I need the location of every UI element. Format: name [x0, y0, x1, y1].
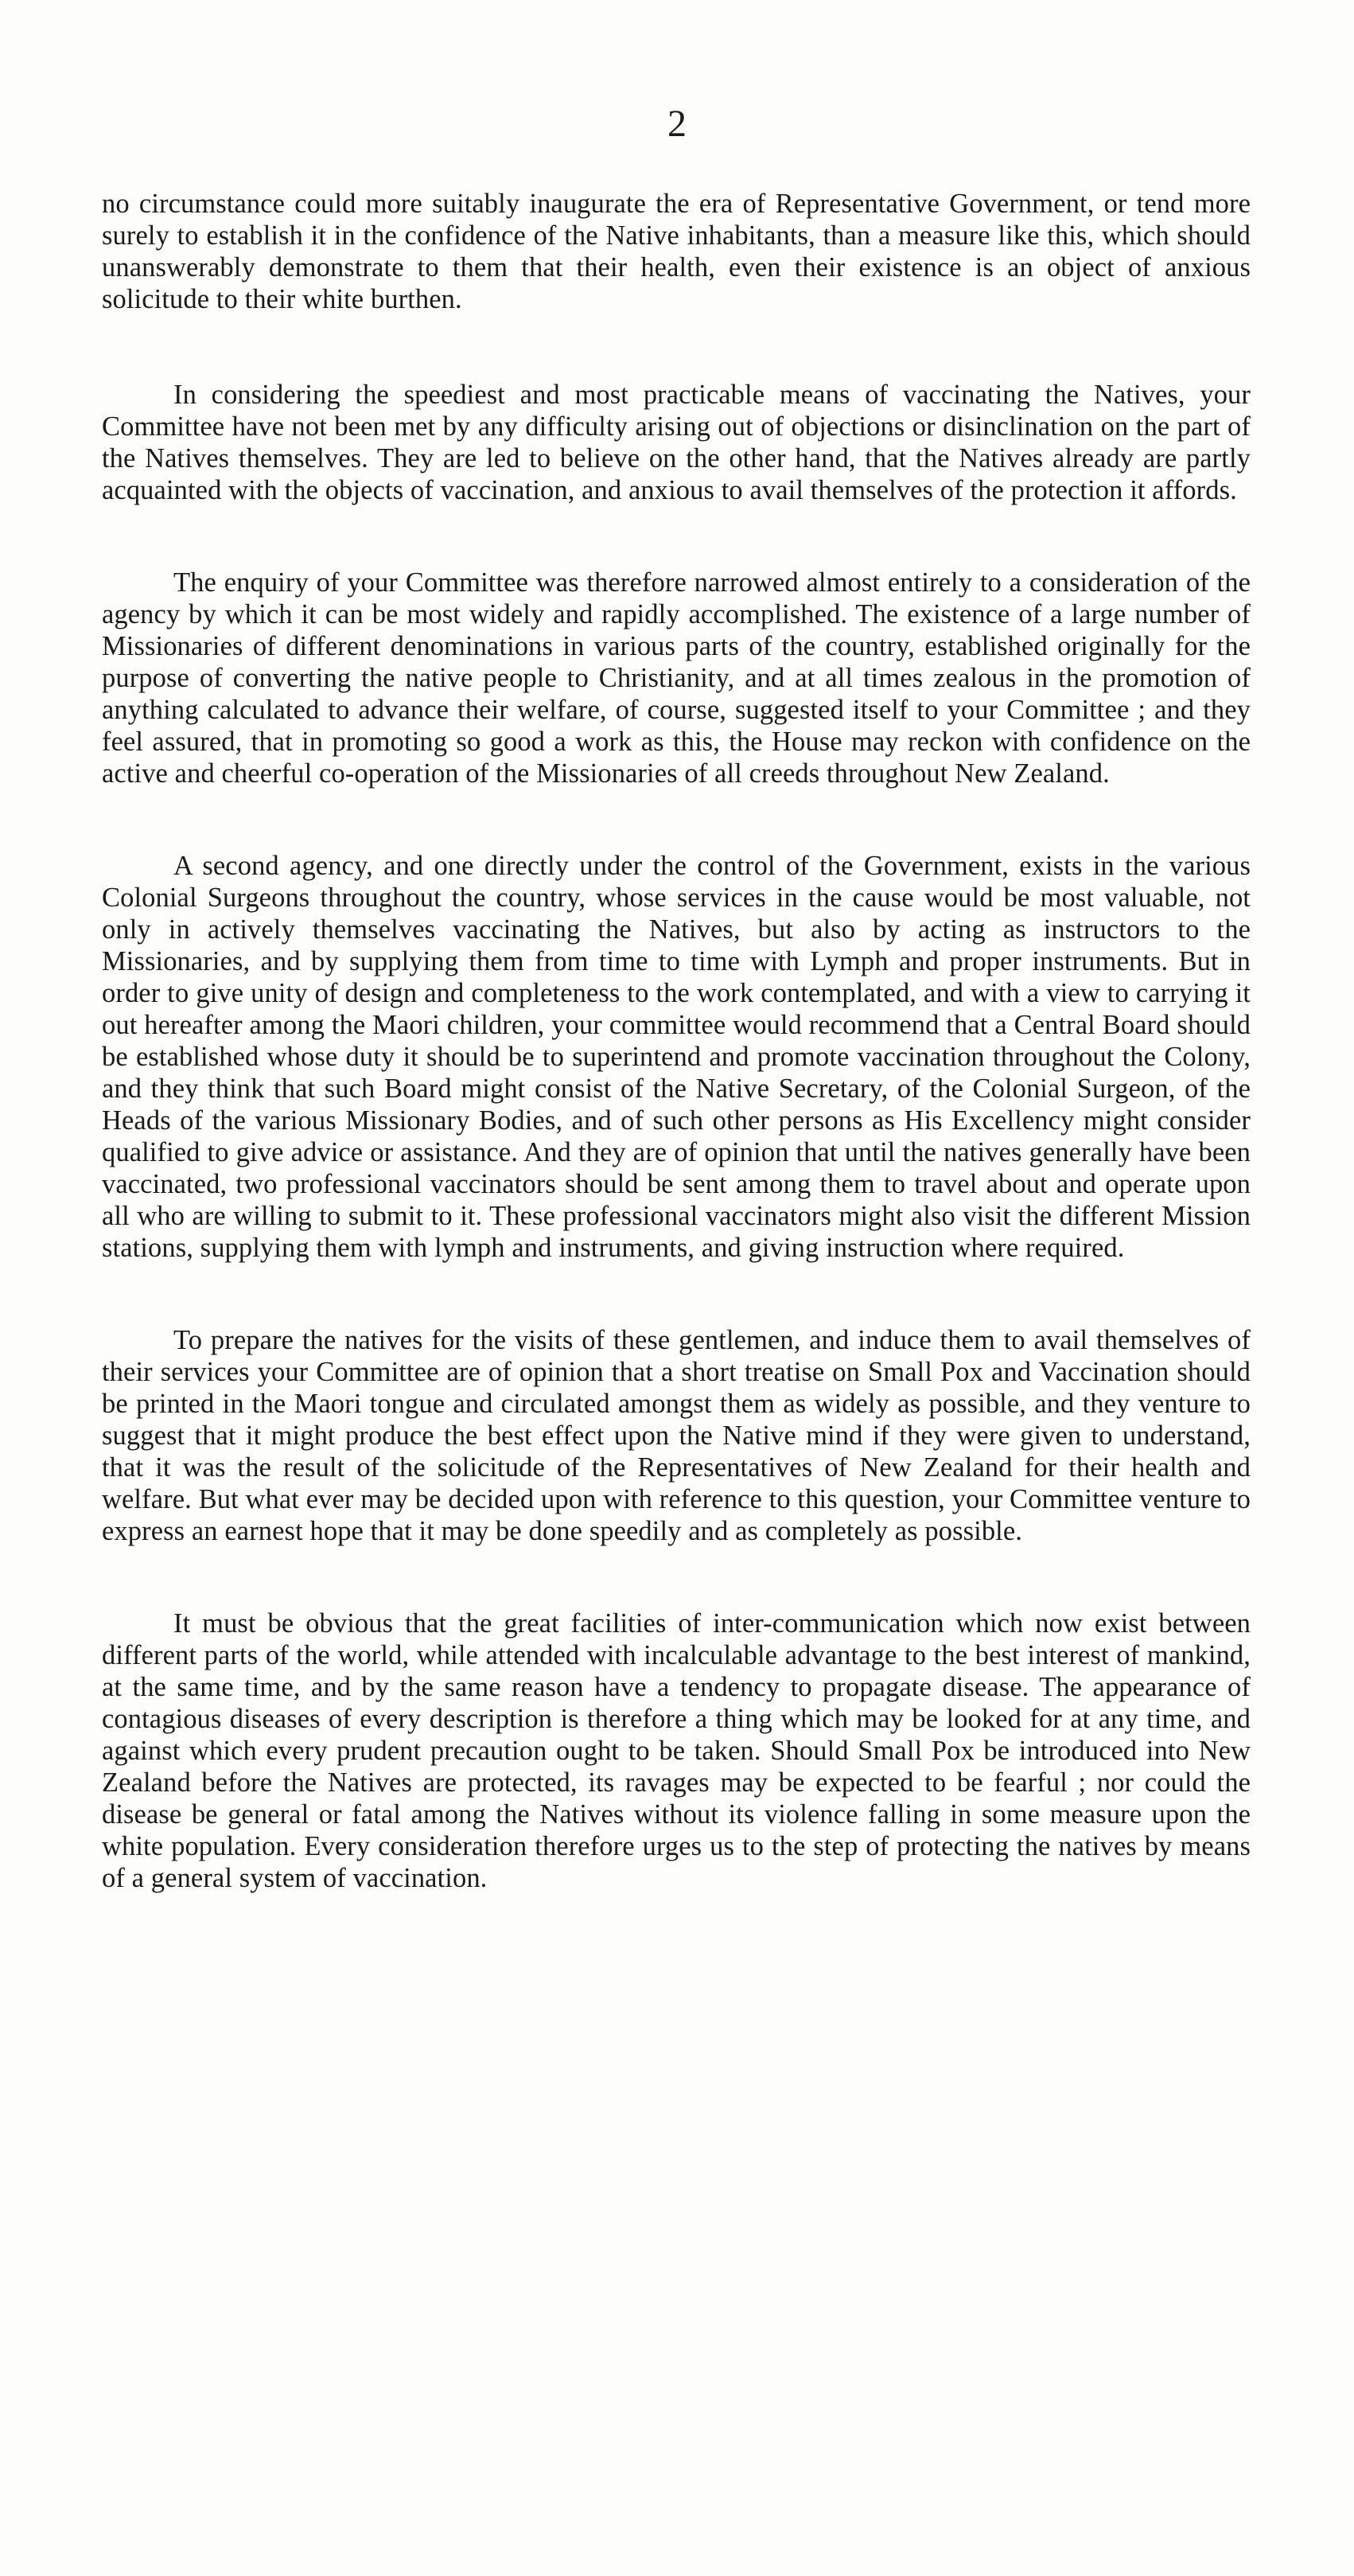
paragraph-continuation: no circumstance could more suitably inaugurate the era of Representative Government, or tend more surely to establish it in the confidence of the Native inhabitants, than a measure like this, which should unanswerably demonstrate to them that their health, even their existence is an object of anxious solicitude to their white burthen.	[102, 189, 1251, 314]
page-number: 2	[667, 103, 687, 145]
paragraph-contagion-risk: It must be obvious that the great facilities of inter-communication which now exist between different parts of the world, while attended with incalculable advantage to the best interest of mankind, at the same time, and by the same reason have a tendency to propagate disease. The appearance of contagious diseases of every description is therefore a thing which may be looked for at any time, and against which every prudent precaution ought to be taken. Should Small Pox be introduced into New Zealand before the Natives are protected, its ravages may be expected to be fearful ; nor could the disease be general or fatal among the Natives without its violence falling in some measure upon the white population. Every consideration therefore urges us to the step of protecting the natives by means of a general system of vaccination.	[102, 1608, 1251, 1893]
paragraph-maori-treatise: To prepare the natives for the visits of these gentlemen, and induce them to avail themselves of their services your Committee are of opinion that a short treatise on Small Pox and Vaccination should be printed in the Maori tongue and circulated amongst them as widely as possible, and they venture to suggest that it might produce the best effect upon the Native mind if they were given to understand, that it was the result of the solicitude of the Representatives of New Zealand for their health and welfare. But what ever may be decided upon with reference to this question, your Committee venture to express an earnest hope that it may be done speedily and as completely as possible.	[102, 1325, 1251, 1546]
paragraph-vaccination-means: In considering the speediest and most practicable means of vaccinating the Natives, your Committee have not been met by any difficulty arising out of objections or disinclination on the part of the Natives themselves. They are led to believe on the other hand, that the Natives already are partly acquainted with the objects of vaccination, and anxious to avail themselves of the protection it affords.	[102, 380, 1251, 505]
paragraph-colonial-surgeons: A second agency, and one directly under the control of the Government, exists in the various Colonial Surgeons throughout the country, whose services in the cause would be most valuable, not only in actively themselves vaccinating the Natives, but also by acting as instructors to the Missionaries, and by supplying them from time to time with Lymph and proper instruments. But in order to give unity of design and completeness to the work contemplated, and with a view to carrying it out hereafter among the Maori children, your committee would recommend that a Central Board should be established whose duty it should be to superintend and promote vaccination throughout the Colony, and they think that such Board might consist of the Native Secretary, of the Colonial Surgeon, of the Heads of the various Missionary Bodies, and of such other persons as His Excellency might consider qualified to give advice or assistance. And they are of opinion that until the natives generally have been vaccinated, two professional vaccinators should be sent among them to travel about and operate upon all who are willing to submit to it. These professional vaccinators might also visit the different Mission stations, supplying them with lymph and instruments, and giving instruction where required.	[102, 851, 1251, 1263]
paragraph-missionary-agency: The enquiry of your Committee was therefore narrowed almost entirely to a consideration of the agency by which it can be most widely and rapidly accomplished. The existence of a large number of Missionaries of different denominations in various parts of the country, established originally for the purpose of converting the native people to Christianity, and at all times zealous in the promotion of anything calculated to advance their welfare, of course, suggested itself to your Committee ; and they feel assured, that in promoting so good a work as this, the House may reckon with confidence on the active and cheerful co-operation of the Missionaries of all creeds throughout New Zealand.	[102, 567, 1251, 789]
body-text	[102, 188, 1251, 1954]
